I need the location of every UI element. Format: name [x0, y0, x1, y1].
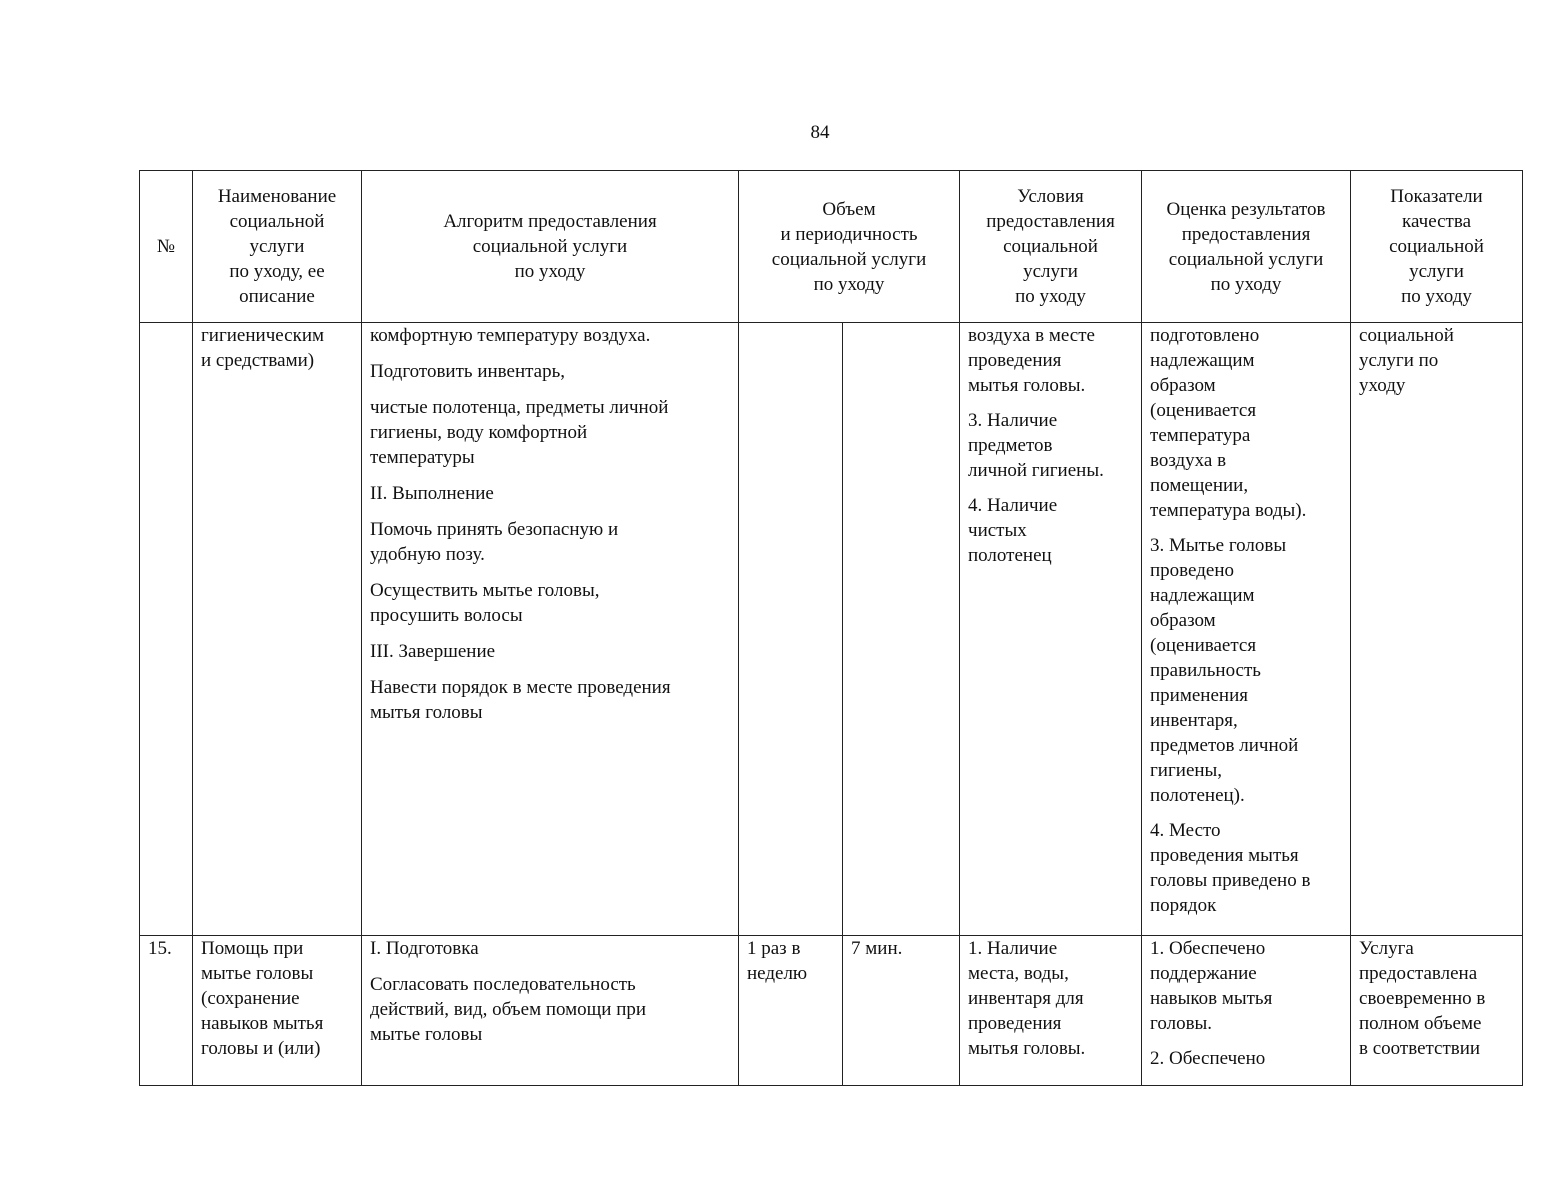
evaluation-item: 1. Обеспечено поддержание навыков мытья головы. [1150, 938, 1273, 1034]
algorithm-step: III. Завершение [370, 641, 496, 662]
cell-algorithm [362, 936, 739, 1086]
cell-evaluation [1142, 936, 1351, 1086]
header-number: № [140, 171, 193, 323]
algorithm-step: Навести порядок в месте проведения мытья головы [370, 677, 671, 723]
condition-item: воздуха в месте проведения мытья головы. [968, 325, 1095, 396]
table-header-row [140, 171, 1523, 323]
algorithm-step: II. Выполнение [370, 483, 494, 504]
algorithm-step: комфортную температуру воздуха. [370, 325, 651, 346]
algorithm-step: Помочь принять безопасную и удобную позу. [370, 519, 619, 565]
header-algorithm: Алгоритм предоставления социальной услуги по уходу [362, 171, 739, 323]
header-volume-periodicity: Объем и периодичность социальной услуги по уходу [739, 171, 960, 323]
algorithm-step: Осуществить мытье головы, просушить волосы [370, 580, 600, 626]
page-number: 84 [810, 122, 830, 143]
cell-number [140, 323, 193, 936]
evaluation-item: 2. Обеспечено [1150, 1048, 1266, 1069]
cell-service-name: Помощь при мытье головы (сохранение навыков мытья головы и (или) [193, 936, 362, 1086]
cell-volume [739, 323, 843, 936]
cell-algorithm [362, 323, 739, 936]
cell-quality: социальной услуги по уходу [1351, 323, 1523, 936]
algorithm-step: Подготовить инвентарь, [370, 361, 566, 382]
condition-item: 3. Наличие предметов личной гигиены. [968, 410, 1104, 481]
evaluation-item: подготовлено надлежащим образом (оценивается температура воздуха в помещении, температура воды). [1150, 325, 1307, 521]
evaluation-item: 4. Место проведения мытья головы приведено в порядок [1150, 820, 1311, 916]
condition-item: 4. Наличие чистых полотенец [968, 495, 1058, 566]
table-row-continued [140, 323, 1523, 936]
cell-quality: Услуга предоставлена своевременно в полном объеме в соответствии [1351, 936, 1523, 1086]
cell-service-name: гигиеническим и средствами) [193, 323, 362, 936]
cell-evaluation [1142, 323, 1351, 936]
header-service-name: Наименование социальной услуги по уходу, ее описание [193, 171, 362, 323]
social-services-table [139, 170, 1523, 1086]
cell-period: 7 мин. [843, 936, 960, 1086]
cell-period [843, 323, 960, 936]
header-conditions: Условия предоставления социальной услуги по уходу [960, 171, 1142, 323]
table-row-15 [140, 936, 1523, 1086]
algorithm-step: I. Подготовка [370, 938, 479, 959]
cell-number: 15. [140, 936, 193, 1086]
header-quality: Показатели качества социальной услуги по уходу [1351, 171, 1523, 323]
cell-conditions: 1. Наличие места, воды, инвентаря для проведения мытья головы. [960, 936, 1142, 1086]
header-evaluation: Оценка результатов предоставления социальной услуги по уходу [1142, 171, 1351, 323]
evaluation-item: 3. Мытье головы проведено надлежащим образом (оценивается правильность применения инвентаря, предметов личной гигиены, полотенец). [1150, 535, 1299, 806]
algorithm-step: чистые полотенца, предметы личной гигиены, воду комфортной температуры [370, 397, 669, 468]
cell-conditions [960, 323, 1142, 936]
algorithm-step: Согласовать последовательность действий, вид, объем помощи при мытье головы [370, 974, 647, 1045]
cell-volume: 1 раз в неделю [739, 936, 843, 1086]
